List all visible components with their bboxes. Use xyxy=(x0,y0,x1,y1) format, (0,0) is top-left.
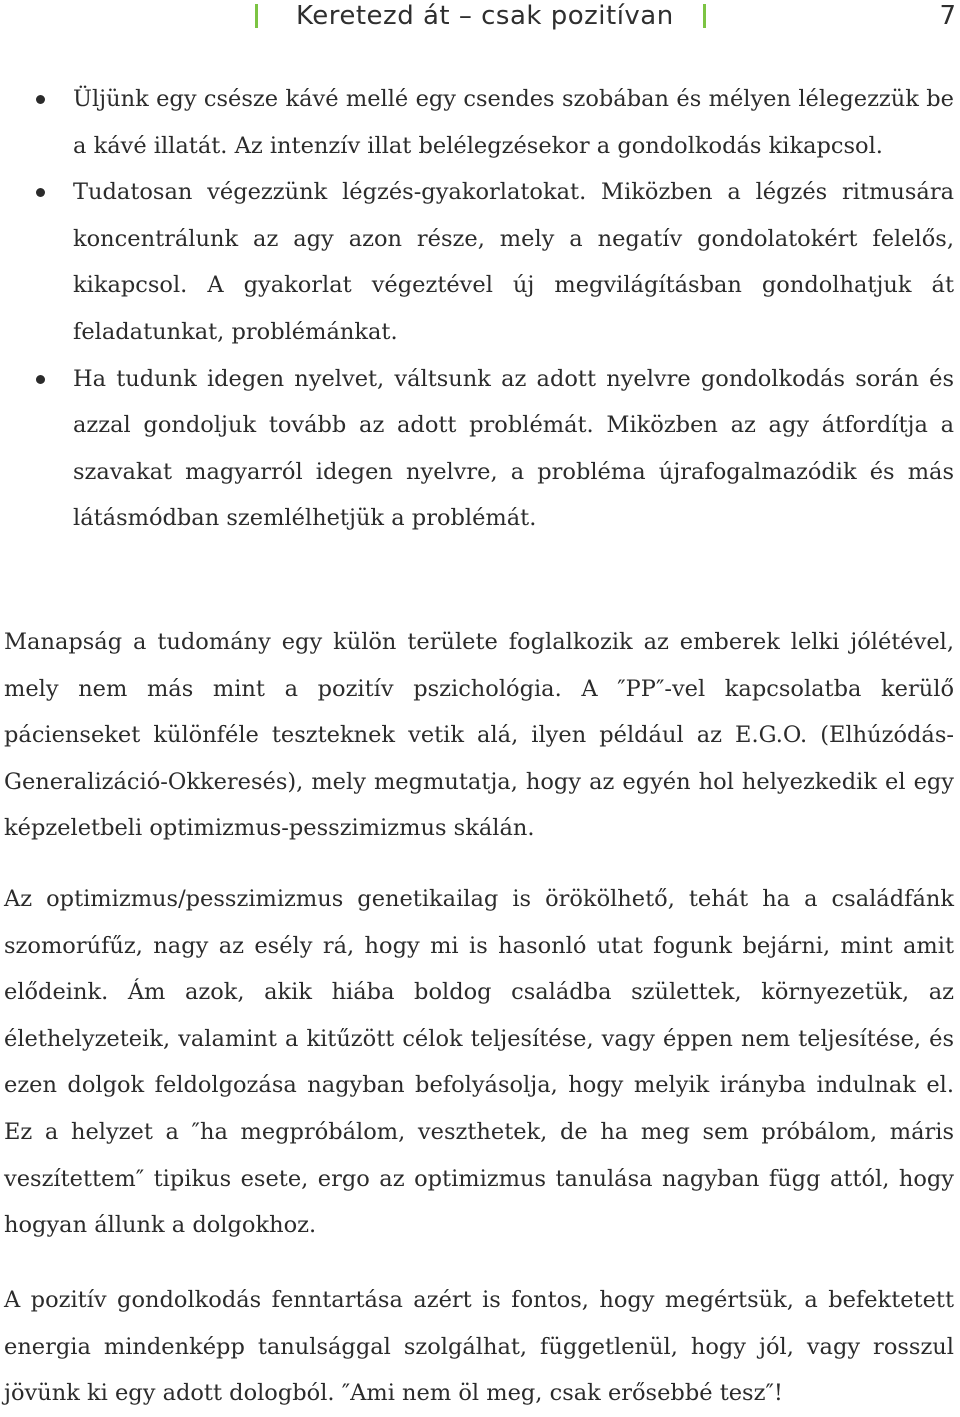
paragraph-positive-thinking: A pozitív gondolkodás fenntartása azért is fontos, hogy megértsük, a befektetett energia mindenképp tanulsággal szolgálhat, függetlenül, hogy jól, vagy rosszul jövünk ki egy adott dologból. ″Ami nem öl meg, csak erősebbé tesz″! xyxy=(4,1287,954,1407)
bullet-item-breathing: Tudatosan végezzünk légzés-gyakorlatokat. Miközben a légzés ritmusára koncentrálunk az agy azon része, mely a negatív gondolatokért felelős, kikapcsol. A gyakorlat végeztével új megvilágításban gondolhatjuk át feladatunkat, problémánkat. xyxy=(0,169,960,355)
bullet-item-coffee: Üljünk egy csésze kávé mellé egy csendes szobában és mélyen lélegezzük be a kávé illatát. Az intenzív illat belélegzésekor a gondolkodás kikapcsol. xyxy=(0,76,960,169)
bullet-item-foreign-language: Ha tudunk idegen nyelvet, váltsunk az adott nyelvre gondolkodás során és azzal gondoljuk tovább az adott problémát. Miközben az agy átfordítja a szavakat magyarról idegen nyelvre, a probléma újrafogalmazódik és más látásmódban szemlélhetjük a problémát. xyxy=(0,356,960,542)
running-title: Keretezd át – csak pozitívan xyxy=(296,1,674,31)
paragraph-optimism-genetics: Az optimizmus/pesszimizmus genetikailag is örökölhető, tehát ha a családfánk szomorúfűz, nagy az esély rá, hogy mi is hasonló utat fogunk bejárni, mint amit elődeink. Ám azok, akik hiába boldog családba születtek, környezetük, az élethelyzeteik, valamint a kitűzött célok teljesítése, vagy éppen nem teljesítése, és ezen dolgok feldolgozása nagyban befolyásolja, hogy melyik irányba indulnak el. Ez a helyzet a ″ha megpróbálom, veszthetek, de ha meg sem próbálom, máris veszítettem″ tipikus esete, ergo az optimizmus tanulása nagyban függ attól, hogy hogyan állunk a dolgokhoz. xyxy=(4,886,954,1239)
page-number: 7 xyxy=(939,1,956,31)
bullet-list xyxy=(0,76,960,542)
paragraph-positive-psychology: Manapság a tudomány egy külön területe foglalkozik az emberek lelki jólétével, mely nem más mint a pozitív pszichológia. A ″PP″-vel kapcsolatba kerülő pácienseket különféle teszteknek vetik alá, ilyen például az E.G.O. (Elhúzódás-Generalizáció-Okkeresés), mely megmutatja, hogy az egyén hol helyezkedik el egy képzeletbeli optimizmus-pesszimizmus skálán. xyxy=(4,629,954,842)
header-divider-left xyxy=(255,4,258,28)
page-header xyxy=(0,0,960,36)
header-divider-right xyxy=(703,4,706,28)
